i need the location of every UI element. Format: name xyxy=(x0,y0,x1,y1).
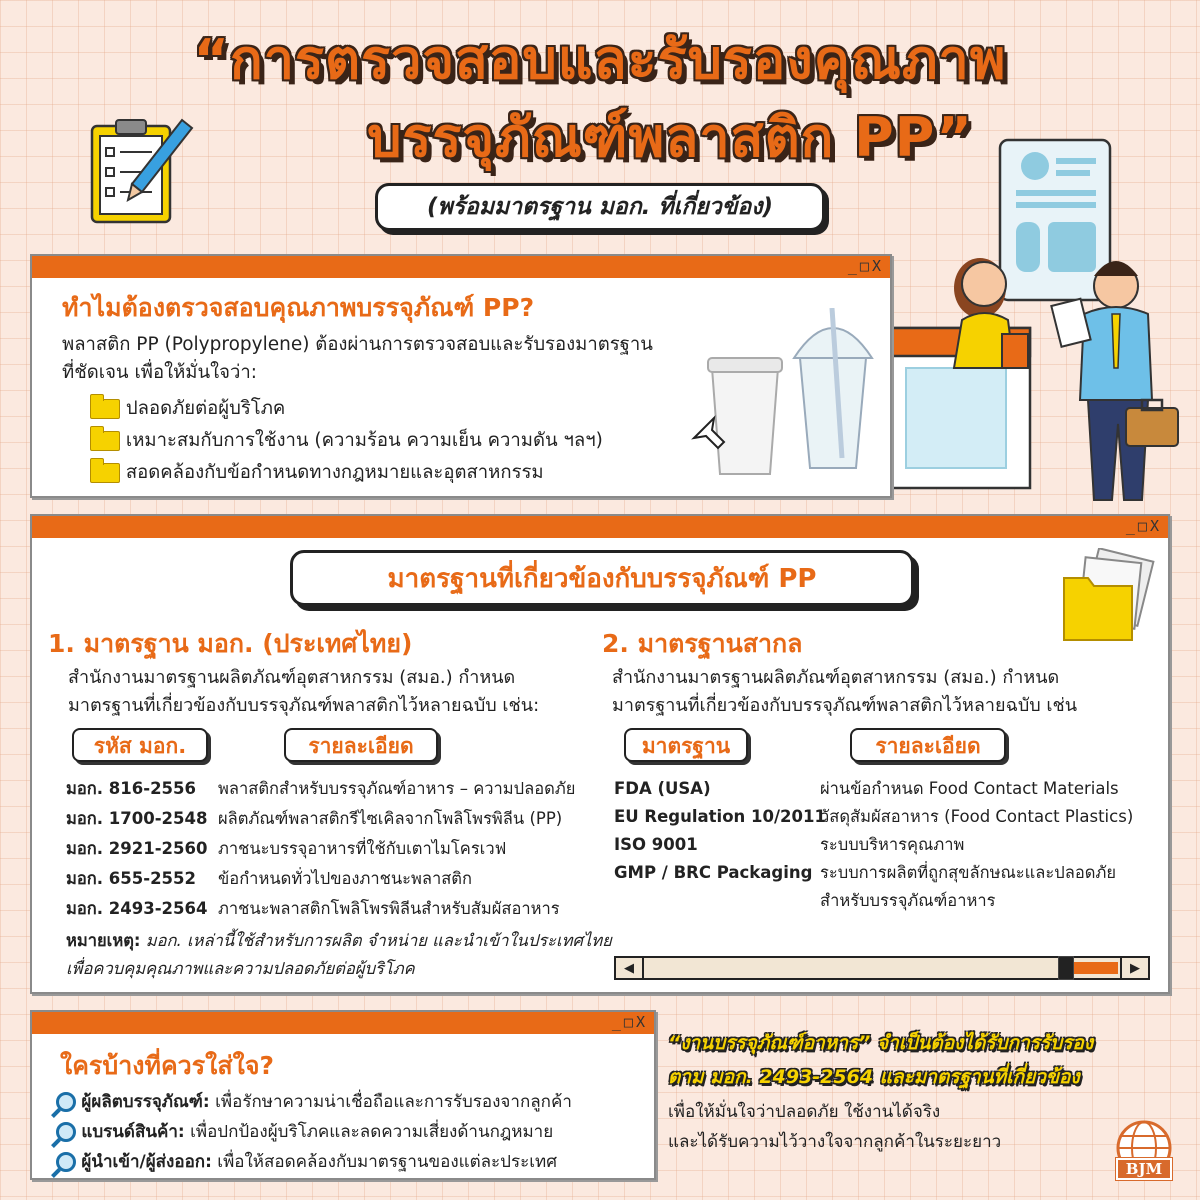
thai-desc-line1: สำนักงานมาตรฐานผลิตภัณฑ์อุตสาหกรรม (สมอ.) กำหนด xyxy=(68,667,516,688)
thai-col-detail-header: รายละเอียด xyxy=(284,728,438,762)
logo-text: BJM xyxy=(1116,1158,1172,1180)
title-line2: บรรจุภัณฑ์พลาสติก PP” xyxy=(367,106,973,169)
scroll-right-button[interactable]: ▶ xyxy=(1120,958,1148,978)
folder-icon xyxy=(90,431,120,451)
clipboard-icon xyxy=(82,112,197,227)
subtitle: (พร้อมมาตรฐาน มอก. ที่เกี่ยวข้อง) xyxy=(427,194,773,220)
why-heading: ทำไมต้องตรวจสอบคุณภาพบรรจุภัณฑ์ PP? xyxy=(62,293,535,322)
table-row: มอก. 816-2556 พลาสติกสำหรับบรรจุภัณฑ์อาหาร – ความปลอดภัย xyxy=(66,779,576,798)
thai-desc-line2: มาตรฐานที่เกี่ยวข้องกับบรรจุภัณฑ์พลาสติกไว้หลายฉบับ เช่น: xyxy=(68,695,540,716)
scroll-track-fill xyxy=(1074,962,1118,974)
why-window xyxy=(30,254,892,498)
intl-col-detail-header: รายละเอียด xyxy=(850,728,1006,762)
standards-banner: มาตรฐานที่เกี่ยวข้องกับบรรจุภัณฑ์ PP xyxy=(290,550,914,606)
table-row: GMP / BRC Packaging ระบบการผลิตที่ถูกสุขลักษณะและปลอดภัย xyxy=(614,863,1117,882)
intl-desc-line1: สำนักงานมาตรฐานผลิตภัณฑ์อุตสาหกรรม (สมอ.) กำหนด xyxy=(612,667,1060,688)
closing-line1: “งานบรรจุภัณฑ์อาหาร” จำเป็นต้องได้รับการรับรอง xyxy=(668,1032,1094,1054)
cups-illustration xyxy=(682,308,882,484)
window-controls[interactable]: _□X xyxy=(611,1013,648,1031)
closing-line2: ตาม มอก. 2493-2564 และมาตรฐานที่เกี่ยวข้อง xyxy=(668,1066,1080,1088)
title-line1: “การตรวจสอบและรับรองคุณภาพ xyxy=(193,28,1007,91)
window-controls[interactable]: _□X xyxy=(847,257,884,275)
intl-standard-heading: 2. มาตรฐานสากล xyxy=(602,629,803,658)
subtitle-pill xyxy=(375,183,825,231)
why-item: สอดคล้องกับข้อกำหนดทางกฎหมายและอุตสาหกรรม xyxy=(90,458,544,487)
intl-detail-extra: สำหรับบรรจุภัณฑ์อาหาร xyxy=(820,891,996,910)
why-intro-line2: ที่ชัดเจน เพื่อให้มั่นใจว่า: xyxy=(62,362,258,383)
magnifier-icon xyxy=(56,1092,76,1112)
closing-line4: และได้รับความไว้วางใจจากลูกค้าในระยะยาว xyxy=(668,1132,1002,1152)
intl-col-code-header: มาตรฐาน xyxy=(624,728,748,762)
who-item: ผู้ผลิตบรรจุภัณฑ์: เพื่อรักษาความน่าเชื่อถือและการรับรองจากลูกค้า xyxy=(56,1088,572,1115)
who-window xyxy=(30,1010,656,1180)
table-row: ISO 9001 ระบบบริหารคุณภาพ xyxy=(614,835,965,854)
why-intro-line1: พลาสติก PP (Polypropylene) ต้องผ่านการตรวจสอบและรับรองมาตรฐาน xyxy=(62,334,653,355)
table-row: มอก. 2921-2560 ภาชนะบรรจุอาหารที่ใช้กับเตาไมโครเวฟ xyxy=(66,839,507,858)
magnifier-icon xyxy=(56,1122,76,1142)
folder-icon xyxy=(90,399,120,419)
table-row: มอก. 1700-2548 ผลิตภัณฑ์พลาสติกรีไซเคิลจากโพลิโพรพิลีน (PP) xyxy=(66,809,563,828)
bjm-logo xyxy=(1108,1118,1180,1190)
window-controls[interactable]: _□X xyxy=(1125,517,1162,535)
window-titlebar xyxy=(32,1012,654,1034)
scroll-left-button[interactable]: ◀ xyxy=(616,958,644,978)
table-row: EU Regulation 10/2011วัสดุสัมผัสอาหาร (Food Contact Plastics) xyxy=(614,807,1134,826)
horizontal-scrollbar[interactable] xyxy=(614,956,1150,980)
thai-note: หมายเหตุ: มอก. เหล่านี้ใช้สำหรับการผลิต จำหน่าย และนำเข้าในประเทศไทย xyxy=(66,931,612,950)
table-row: มอก. 655-2552 ข้อกำหนดทั่วไปของภาชนะพลาสติก xyxy=(66,869,472,888)
who-item: แบรนด์สินค้า: เพื่อปกป้องผู้บริโภคและลดความเสี่ยงด้านกฎหมาย xyxy=(56,1118,553,1145)
standards-window xyxy=(30,514,1170,994)
thai-standard-heading: 1. มาตรฐาน มอก. (ประเทศไทย) xyxy=(48,629,413,658)
window-titlebar xyxy=(32,256,890,278)
thai-col-code-header: รหัส มอก. xyxy=(72,728,208,762)
intl-desc-line2: มาตรฐานที่เกี่ยวข้องกับบรรจุภัณฑ์พลาสติกไว้หลายฉบับ เช่น xyxy=(612,695,1078,716)
why-item: ปลอดภัยต่อผู้บริโภค xyxy=(90,394,285,423)
who-heading: ใครบ้างที่ควรใส่ใจ? xyxy=(60,1051,274,1080)
closing-line3: เพื่อให้มั่นใจว่าปลอดภัย ใช้งานได้จริง xyxy=(668,1102,941,1122)
why-item: เหมาะสมกับการใช้งาน (ความร้อน ความเย็น ความดัน ฯลฯ) xyxy=(90,426,603,455)
magnifier-icon xyxy=(56,1152,76,1172)
office-people-illustration xyxy=(880,138,1190,510)
folder-icon xyxy=(90,463,120,483)
thai-note-line2: เพื่อควบคุมคุณภาพและความปลอดภัยต่อผู้บริโภค xyxy=(66,959,415,978)
table-row: มอก. 2493-2564 ภาชนะพลาสติกโพลิโพรพิลีนสำหรับสัมผัสอาหาร xyxy=(66,899,560,918)
scroll-thumb[interactable] xyxy=(1058,956,1074,980)
table-row: FDA (USA) ผ่านข้อกำหนด Food Contact Materials xyxy=(614,779,1119,798)
folder-documents-icon xyxy=(1060,548,1160,644)
who-item: ผู้นำเข้า/ผู้ส่งออก: เพื่อให้สอดคล้องกับมาตรฐานของแต่ละประเทศ xyxy=(56,1148,557,1175)
window-titlebar xyxy=(32,516,1168,538)
